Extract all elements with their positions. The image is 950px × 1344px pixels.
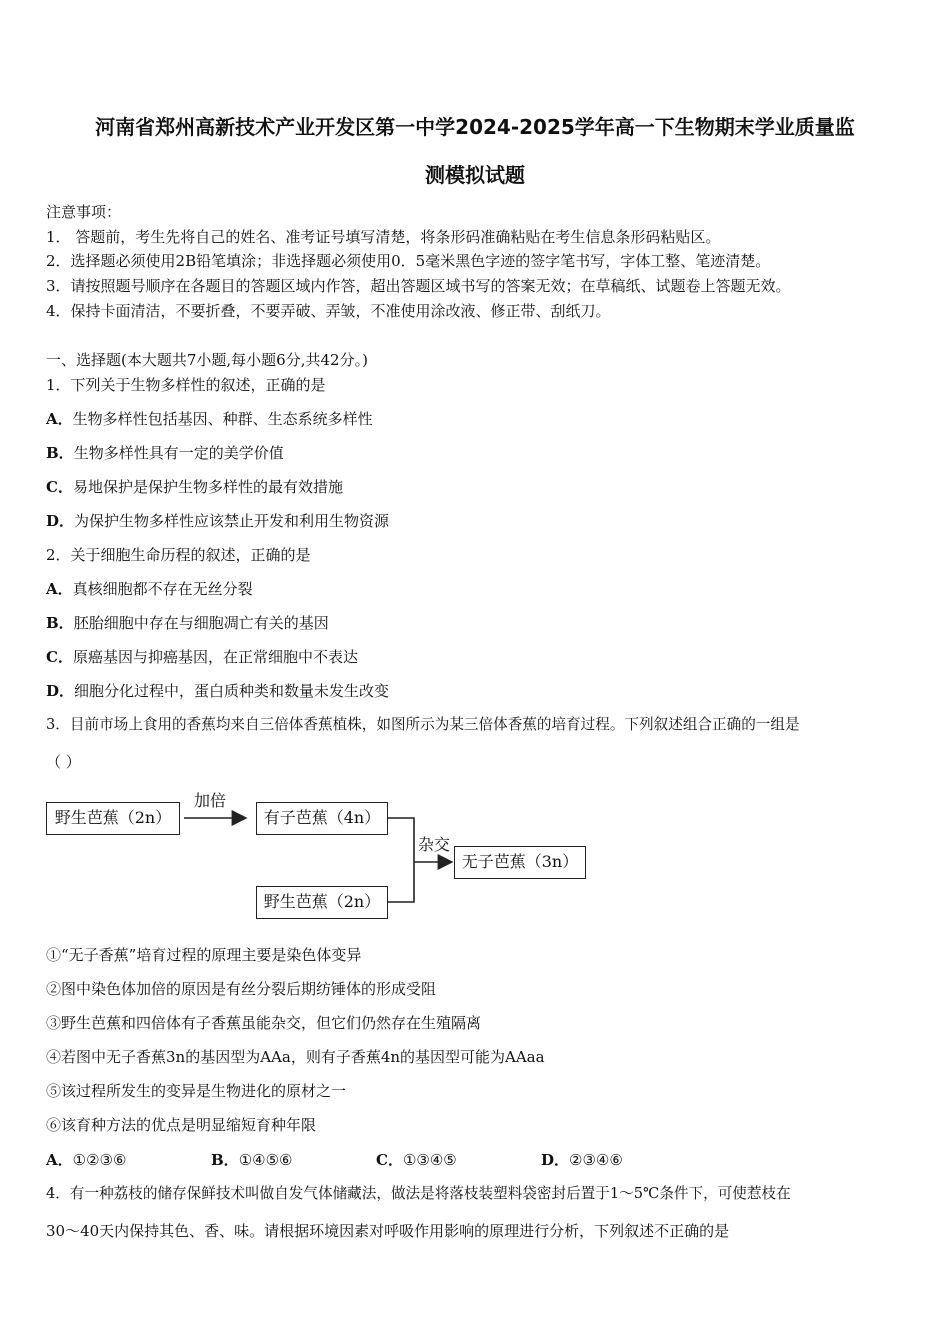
option-letter: A． <box>46 1151 73 1169</box>
q3-statement-6: ⑥该育种方法的优点是明显缩短育种年限 <box>46 1116 317 1134</box>
option-letter: D． <box>46 512 75 530</box>
q1-option-b <box>46 443 284 463</box>
option-letter: C． <box>46 478 73 496</box>
label-doubling: 加倍 <box>194 791 227 810</box>
option-text: 真核细胞都不存在无丝分裂 <box>72 580 253 598</box>
q3-statement-2: ②图中染色体加倍的原因是有丝分裂后期纺锤体的形成受阻 <box>46 980 437 998</box>
box-wild-banana-2n-top: 野生芭蕉（2n） <box>46 802 180 835</box>
q3-statement-1: ①“无子香蕉”培育过程的原理主要是染色体变异 <box>46 946 362 964</box>
option-text: 原癌基因与抑癌基因，在正常细胞中不表达 <box>72 648 358 666</box>
q1-option-c <box>46 477 343 497</box>
q3-stem: 3．目前市场上食用的香蕉均来自三倍体香蕉植株，如图所示为某三倍体香蕉的培育过程。下列叙述组合正确的一组是 <box>46 716 800 733</box>
q3-option-b <box>211 1150 292 1170</box>
q3-statement-3: ③野生芭蕉和四倍体有子香蕉虽能杂交，但它们仍然存在生殖隔离 <box>46 1014 482 1032</box>
paper-title-line-2: 测模拟试题 <box>425 163 525 187</box>
q4-stem-line-1: 4．有一种荔枝的储存保鲜技术叫做自发气体储藏法，做法是将落枝装塑料袋密封后置于1～5℃条件下，可使惹枝在 <box>46 1185 791 1202</box>
option-text: 生物多样性具有一定的美学价值 <box>73 444 284 462</box>
option-letter: D． <box>46 682 75 700</box>
option-letter: C． <box>46 648 73 666</box>
option-letter: D． <box>541 1151 570 1169</box>
breeding-diagram <box>0 780 950 930</box>
box-seedless-banana-3n: 无子芭蕉（3n） <box>454 846 586 879</box>
cross-connector <box>388 818 414 902</box>
q2-option-a <box>46 579 253 599</box>
option-letter: C． <box>376 1151 403 1169</box>
box-seeded-banana-4n: 有子芭蕉（4n） <box>256 802 388 835</box>
q3-answer-paren: （ ） <box>46 753 81 771</box>
notes-heading: 注意事项： <box>46 203 122 221</box>
paper-title-line-1: 河南省郑州高新技术产业开发区第一中学2024-2025学年高一下生物期末学业质量监 <box>95 115 855 139</box>
q3-option-a <box>46 1150 126 1170</box>
q2-option-d <box>46 681 389 701</box>
section-heading: 一、选择题(本大题共7小题,每小题6分,共42分。) <box>46 351 368 369</box>
note-item-4: 4．保持卡面清洁，不要折叠，不要弄破、弄皱，不准使用涂改液、修正带、刮纸刀。 <box>46 302 611 320</box>
option-letter: A． <box>46 580 73 598</box>
option-text: 易地保护是保护生物多样性的最有效措施 <box>72 478 343 496</box>
q3-option-c <box>376 1150 457 1170</box>
option-letter: B． <box>46 444 74 462</box>
note-item-2: 2．选择题必须使用2B铅笔填涂；非选择题必须使用0．5毫米黑色字迹的签字笔书写，字体工整、笔迹清楚。 <box>46 252 771 270</box>
q3-option-d <box>541 1150 623 1170</box>
q2-stem: 2．关于细胞生命历程的叙述，正确的是 <box>46 546 311 564</box>
q1-option-d <box>46 511 389 531</box>
q3-statement-4: ④若图中无子香蕉3n的基因型为AAa，则有子香蕉4n的基因型可能为AAaa <box>46 1048 545 1066</box>
option-text: 细胞分化过程中，蛋白质种类和数量未发生改变 <box>74 682 390 700</box>
q4-stem-line-2: 30～40天内保持其色、香、味。请根据环境因素对呼吸作用影响的原理进行分析，下列叙述不正确的是 <box>46 1222 730 1240</box>
q1-stem: 1．下列关于生物多样性的叙述，正确的是 <box>46 376 326 394</box>
option-text: ①④⑤⑥ <box>238 1151 293 1169</box>
q2-option-c <box>46 647 358 667</box>
option-letter: B． <box>46 614 74 632</box>
option-text: 生物多样性包括基因、种群、生态系统多样性 <box>72 410 373 428</box>
q2-option-b <box>46 613 329 633</box>
option-text: 胚胎细胞中存在与细胞凋亡有关的基因 <box>73 614 329 632</box>
label-cross: 杂交 <box>418 835 451 854</box>
note-item-3: 3．请按照题号顺序在各题目的答题区域内作答，超出答题区域书写的答案无效；在草稿纸、试题卷上答题无效。 <box>46 277 791 295</box>
option-text: ①③④⑤ <box>402 1151 457 1169</box>
q1-option-a <box>46 409 373 429</box>
box-wild-banana-2n-bottom: 野生芭蕉（2n） <box>256 886 388 919</box>
q3-statement-5: ⑤该过程所发生的变异是生物进化的原材之一 <box>46 1082 347 1100</box>
option-letter: B． <box>211 1151 239 1169</box>
option-text: 为保护生物多样性应该禁止开发和利用生物资源 <box>74 512 390 530</box>
option-text: ②③④⑥ <box>569 1151 623 1169</box>
option-text: ①②③⑥ <box>72 1151 127 1169</box>
option-letter: A． <box>46 410 73 428</box>
note-item-1: 1． 答题前，考生先将自己的姓名、准考证号填写清楚，将条形码准确粘贴在考生信息条形码粘贴区。 <box>46 228 721 246</box>
